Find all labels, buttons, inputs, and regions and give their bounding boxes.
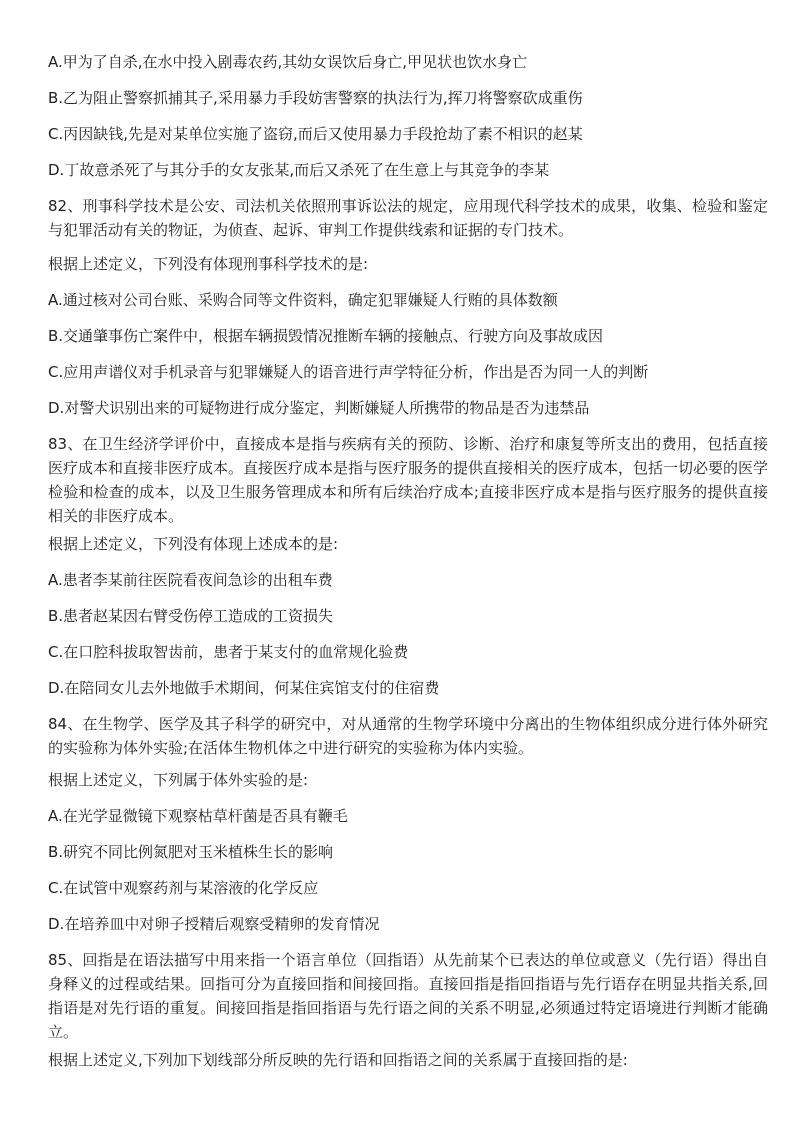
q84-question: 根据上述定义，下列属于体外实验的是: (48, 771, 309, 789)
q82-option-b: B.交通肇事伤亡案件中，根据车辆损毁情况推断车辆的接触点、行驶方向及事故成因 (48, 327, 604, 345)
q81-option-b: B.乙为阻止警察抓捕其子,采用暴力手段妨害警察的执法行为,挥刀将警察砍成重伤 (48, 89, 583, 107)
q81-option-c: C.丙因缺钱,先是对某单位实施了盗窃,而后又使用暴力手段抢劫了素不相识的赵某 (48, 125, 583, 143)
q83-option-a: A.患者李某前往医院看夜间急诊的出租车费 (48, 571, 333, 589)
q84-option-b: B.研究不同比例氮肥对玉米植株生长的影响 (48, 843, 334, 861)
q81-option-a: A.甲为了自杀,在水中投入剧毒农药,其幼女误饮后身亡,甲见状也饮水身亡 (48, 53, 528, 71)
q85-question: 根据上述定义,下列加下划线部分所反映的先行语和回指语之间的关系属于直接回指的是: (48, 1051, 628, 1069)
q83-question: 根据上述定义，下列没有体现上述成本的是: (48, 535, 339, 553)
q84-definition: 84、在生物学、医学及其子科学的研究中，对从通常的生物学环境中分离出的生物体组织成分进行体外研究的实验称为体外实验;在活体生物机体之中进行研究的实验称为体内实验。 (48, 715, 768, 757)
q83-option-d: D.在陪同女儿去外地做手术期间，何某住宾馆支付的住宿费 (48, 679, 440, 697)
q84-option-c: C.在试管中观察药剂与某溶液的化学反应 (48, 879, 319, 897)
q81-option-d: D.丁故意杀死了与其分手的女友张某,而后又杀死了在生意上与其竞争的李某 (48, 161, 550, 179)
q84-option-a: A.在光学显微镜下观察枯草杆菌是否具有鞭毛 (48, 807, 348, 825)
q82-option-c: C.应用声谱仪对手机录音与犯罪嫌疑人的语音进行声学特征分析，作出是否为同一人的判断 (48, 363, 649, 381)
q82-option-a: A.通过核对公司台账、采购合同等文件资料，确定犯罪嫌疑人行贿的具体数额 (48, 291, 558, 309)
q85-definition: 85、回指是在语法描写中用来指一个语言单位（回指语）从先前某个已表达的单位或意义（先行语）得出自身释义的过程或结果。回指可分为直接回指和间接回指。直接回指是指回指语与先行语存在明显共指关系,回指语是对先行语的重复。间接回指是指回指语与先行语之间的关系不明显,必须通过特定语境进行判断才能确立。 (48, 951, 768, 1041)
q82-definition: 82、刑事科学技术是公安、司法机关依照刑事诉讼法的规定，应用现代科学技术的成果，收集、检验和鉴定与犯罪活动有关的物证，为侦查、起诉、审判工作提供线索和证据的专门技术。 (48, 197, 768, 239)
q83-definition: 83、在卫生经济学评价中，直接成本是指与疾病有关的预防、诊断、治疗和康复等所支出的费用，包括直接医疗成本和直接非医疗成本。直接医疗成本是指与医疗服务的提供直接相关的医疗成本，包括一切必要的医学检验和检查的成本，以及卫生服务管理成本和所有后续治疗成本;直接非医疗成本是指与医疗服务的提供直接相关的非医疗成本。 (48, 435, 769, 525)
q83-option-b: B.患者赵某因右臂受伤停工造成的工资损失 (48, 607, 334, 625)
q83-option-c: C.在口腔科拔取智齿前，患者于某支付的血常规化验费 (48, 643, 409, 661)
q84-option-d: D.在培养皿中对卵子授精后观察受精卵的发育情况 (48, 915, 380, 933)
q82-question: 根据上述定义，下列没有体现刑事科学技术的是: (48, 255, 369, 273)
q82-option-d: D.对警犬识别出来的可疑物进行成分鉴定，判断嫌疑人所携带的物品是否为违禁品 (48, 399, 590, 417)
